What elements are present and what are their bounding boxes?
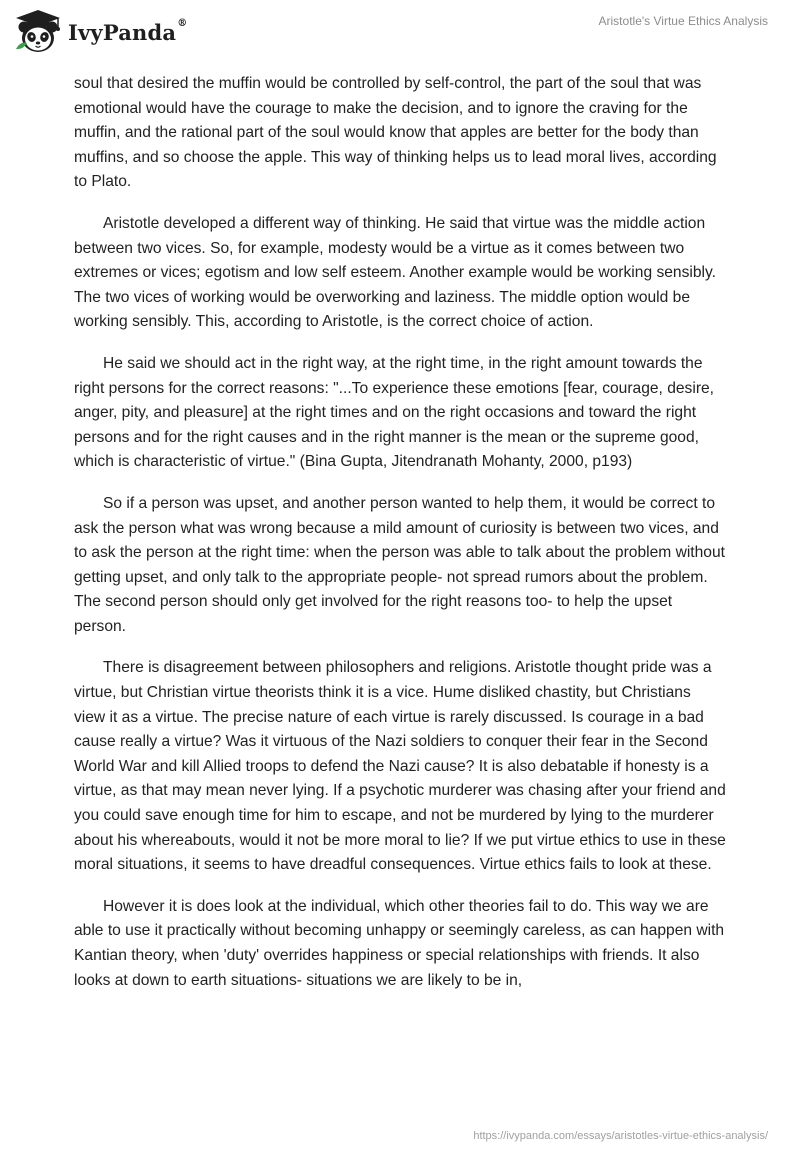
paragraph: So if a person was upset, and another person wanted to help them, it would be correct to ask the person what was wrong because a mild amount of curiosity is between two vices, and to ask the person at the right time: when the person was able to talk about the problem without getting upset, and only talk to the appropriate people- not spread rumors about the problem. The second person should only get involved for the right reasons too- to help the upset person. bbox=[74, 494, 725, 635]
source-url-link[interactable]: https://ivypanda.com/essays/aristotles-virtue-ethics-analysis/ bbox=[473, 1130, 768, 1142]
essay-body bbox=[74, 72, 726, 1010]
page-header bbox=[0, 0, 800, 60]
paragraph: Aristotle developed a different way of thinking. He said that virtue was the middle action between two vices. So, for example, modesty would be a virtue as it comes between two extremes or vices; egotism and low self esteem. Another example would be working sensibly. The two vices of working would be overworking and laziness. The middle option would be working sensibly. This, according to Aristotle, is the correct choice of action. bbox=[74, 214, 716, 331]
paragraph: There is disagreement between philosophers and religions. Aristotle thought pride was a virtue, but Christian virtue theorists think it is a vice. Hume disliked chastity, but Christians view it as a virtue. The precise nature of each virtue is rarely discussed. Is courage in a bad cause really a virtue? Was it virtuous of the Nazi soldiers to conquer their fear in the Second World War and kill Allied troops to defend the Nazi cause? It is also debatable if honesty is a virtue, as that may mean never lying. If a psychotic murderer was chasing after your friend and you could save enough time for him to escape, and not be murdered by lying to the murderer about his whereabouts, would it not be more moral to lie? If we put virtue ethics to use in these moral situations, it seems to have dreadful consequences. Virtue ethics fails to look at these. bbox=[74, 659, 726, 874]
paragraph: However it is does look at the individual, which other theories fail to do. This way we are able to use it practically without becoming unhappy or seemingly careless, as can happen with Kantian theory, when 'duty' overrides happiness or special relationships with friends. It also looks at down to earth situations- situations we are likely to be in, bbox=[74, 897, 725, 989]
paragraph: soul that desired the muffin would be controlled by self-control, the part of the soul that was emotional would have the courage to make the decision, and to ignore the craving for the muffin, and the rational part of the soul would know that apples are better for the body than muffins, and so choose the apple. This way of thinking helps us to lead moral lives, according to Plato. bbox=[74, 75, 717, 191]
paragraph: He said we should act in the right way, at the right time, in the right amount towards the right persons for the correct reasons: "...To experience these emotions [fear, courage, desire, anger, pity, and pleasure] at the right times and on the right occasions and toward the right persons and for the right causes and in the right manner is the mean or the supreme good, which is characteristic of virtue." (Bina Gupta, Jitendranath Mohanty, 2000, p193) bbox=[74, 354, 715, 471]
ivypanda-logo[interactable] bbox=[14, 9, 187, 55]
logo-text bbox=[68, 17, 188, 45]
panda-graduation-cap-icon bbox=[14, 9, 62, 55]
document-title: Aristotle's Virtue Ethics Analysis bbox=[598, 14, 768, 28]
registered-mark: ® bbox=[177, 17, 188, 29]
logo-wordmark: IvyPanda bbox=[68, 19, 177, 45]
